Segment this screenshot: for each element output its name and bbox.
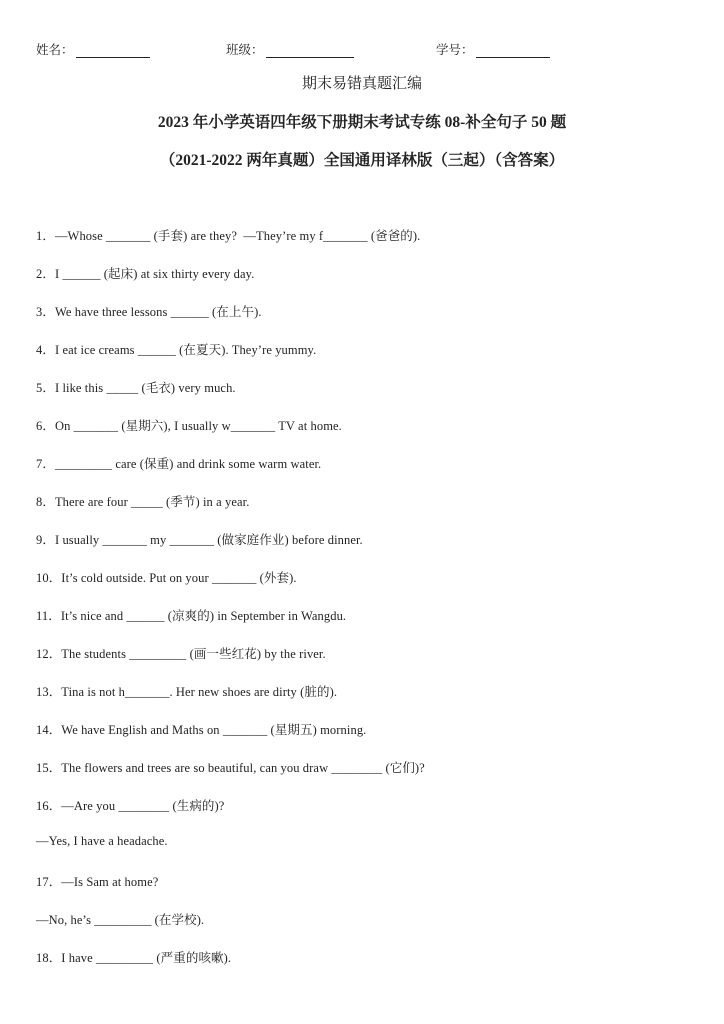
question-9: 9．I usually _______ my _______ (做家庭作业) before dinner.: [36, 533, 363, 547]
student-info-fields: [36, 40, 696, 60]
student-number-blank[interactable]: [476, 43, 550, 58]
question-16: 16．—Are you ________ (生病的)?: [36, 799, 225, 813]
question-17: 17．—Is Sam at home?: [36, 875, 159, 889]
question-14: 14．We have English and Maths on _______ (星期五) morning.: [36, 723, 367, 737]
question-18: 18．I have _________ (严重的咳嗽).: [36, 951, 232, 965]
title-line-2: 2023 年小学英语四年级下册期末考试专练 08-补全句子 50 题: [157, 114, 567, 131]
title-line-3: （2021-2022 两年真题）全国通用译林版（三起）（含答案）: [159, 152, 565, 169]
question-11: 11．It’s nice and ______ (凉爽的) in September in Wangdu.: [36, 609, 347, 623]
question-16-answer-line: —Yes, I have a headache.: [36, 834, 168, 848]
question-6: 6．On _______ (星期六), I usually w_______ TV at home.: [36, 419, 342, 433]
question-4: 4．I eat ice creams ______ (在夏天). They’re yummy.: [36, 343, 317, 357]
question-10: 10．It’s cold outside. Put on your _______ (外套).: [36, 571, 297, 585]
question-17-answer-line: —No, he’s _________ (在学校).: [36, 913, 205, 927]
student-number-field[interactable]: [436, 40, 550, 58]
question-5: 5．I like this _____ (毛衣) very much.: [36, 381, 236, 395]
class-blank[interactable]: [266, 43, 354, 58]
name-blank[interactable]: [76, 43, 150, 58]
question-1: 1．—Whose _______ (手套) are they? —They’re my f_______ (爸爸的).: [36, 229, 421, 243]
question-7: 7．_________ care (保重) and drink some warm water.: [36, 457, 322, 471]
question-3: 3．We have three lessons ______ (在上午).: [36, 305, 262, 319]
question-13: 13．Tina is not h_______. Her new shoes are dirty (脏的).: [36, 685, 338, 699]
question-12: 12．The students _________ (画一些红花) by the river.: [36, 647, 326, 661]
student-number-label: 学号：: [436, 43, 474, 57]
title-line-1: 期末易错真题汇编: [301, 76, 422, 92]
class-label: 班级：: [226, 43, 264, 57]
question-15: 15．The flowers and trees are so beautiful, can you draw ________ (它们)?: [36, 761, 425, 775]
class-field[interactable]: [226, 40, 354, 58]
name-label: 姓名：: [36, 43, 74, 57]
name-field[interactable]: [36, 40, 150, 58]
question-2: 2．I ______ (起床) at six thirty every day.: [36, 267, 255, 281]
question-8: 8．There are four _____ (季节) in a year.: [36, 495, 250, 509]
